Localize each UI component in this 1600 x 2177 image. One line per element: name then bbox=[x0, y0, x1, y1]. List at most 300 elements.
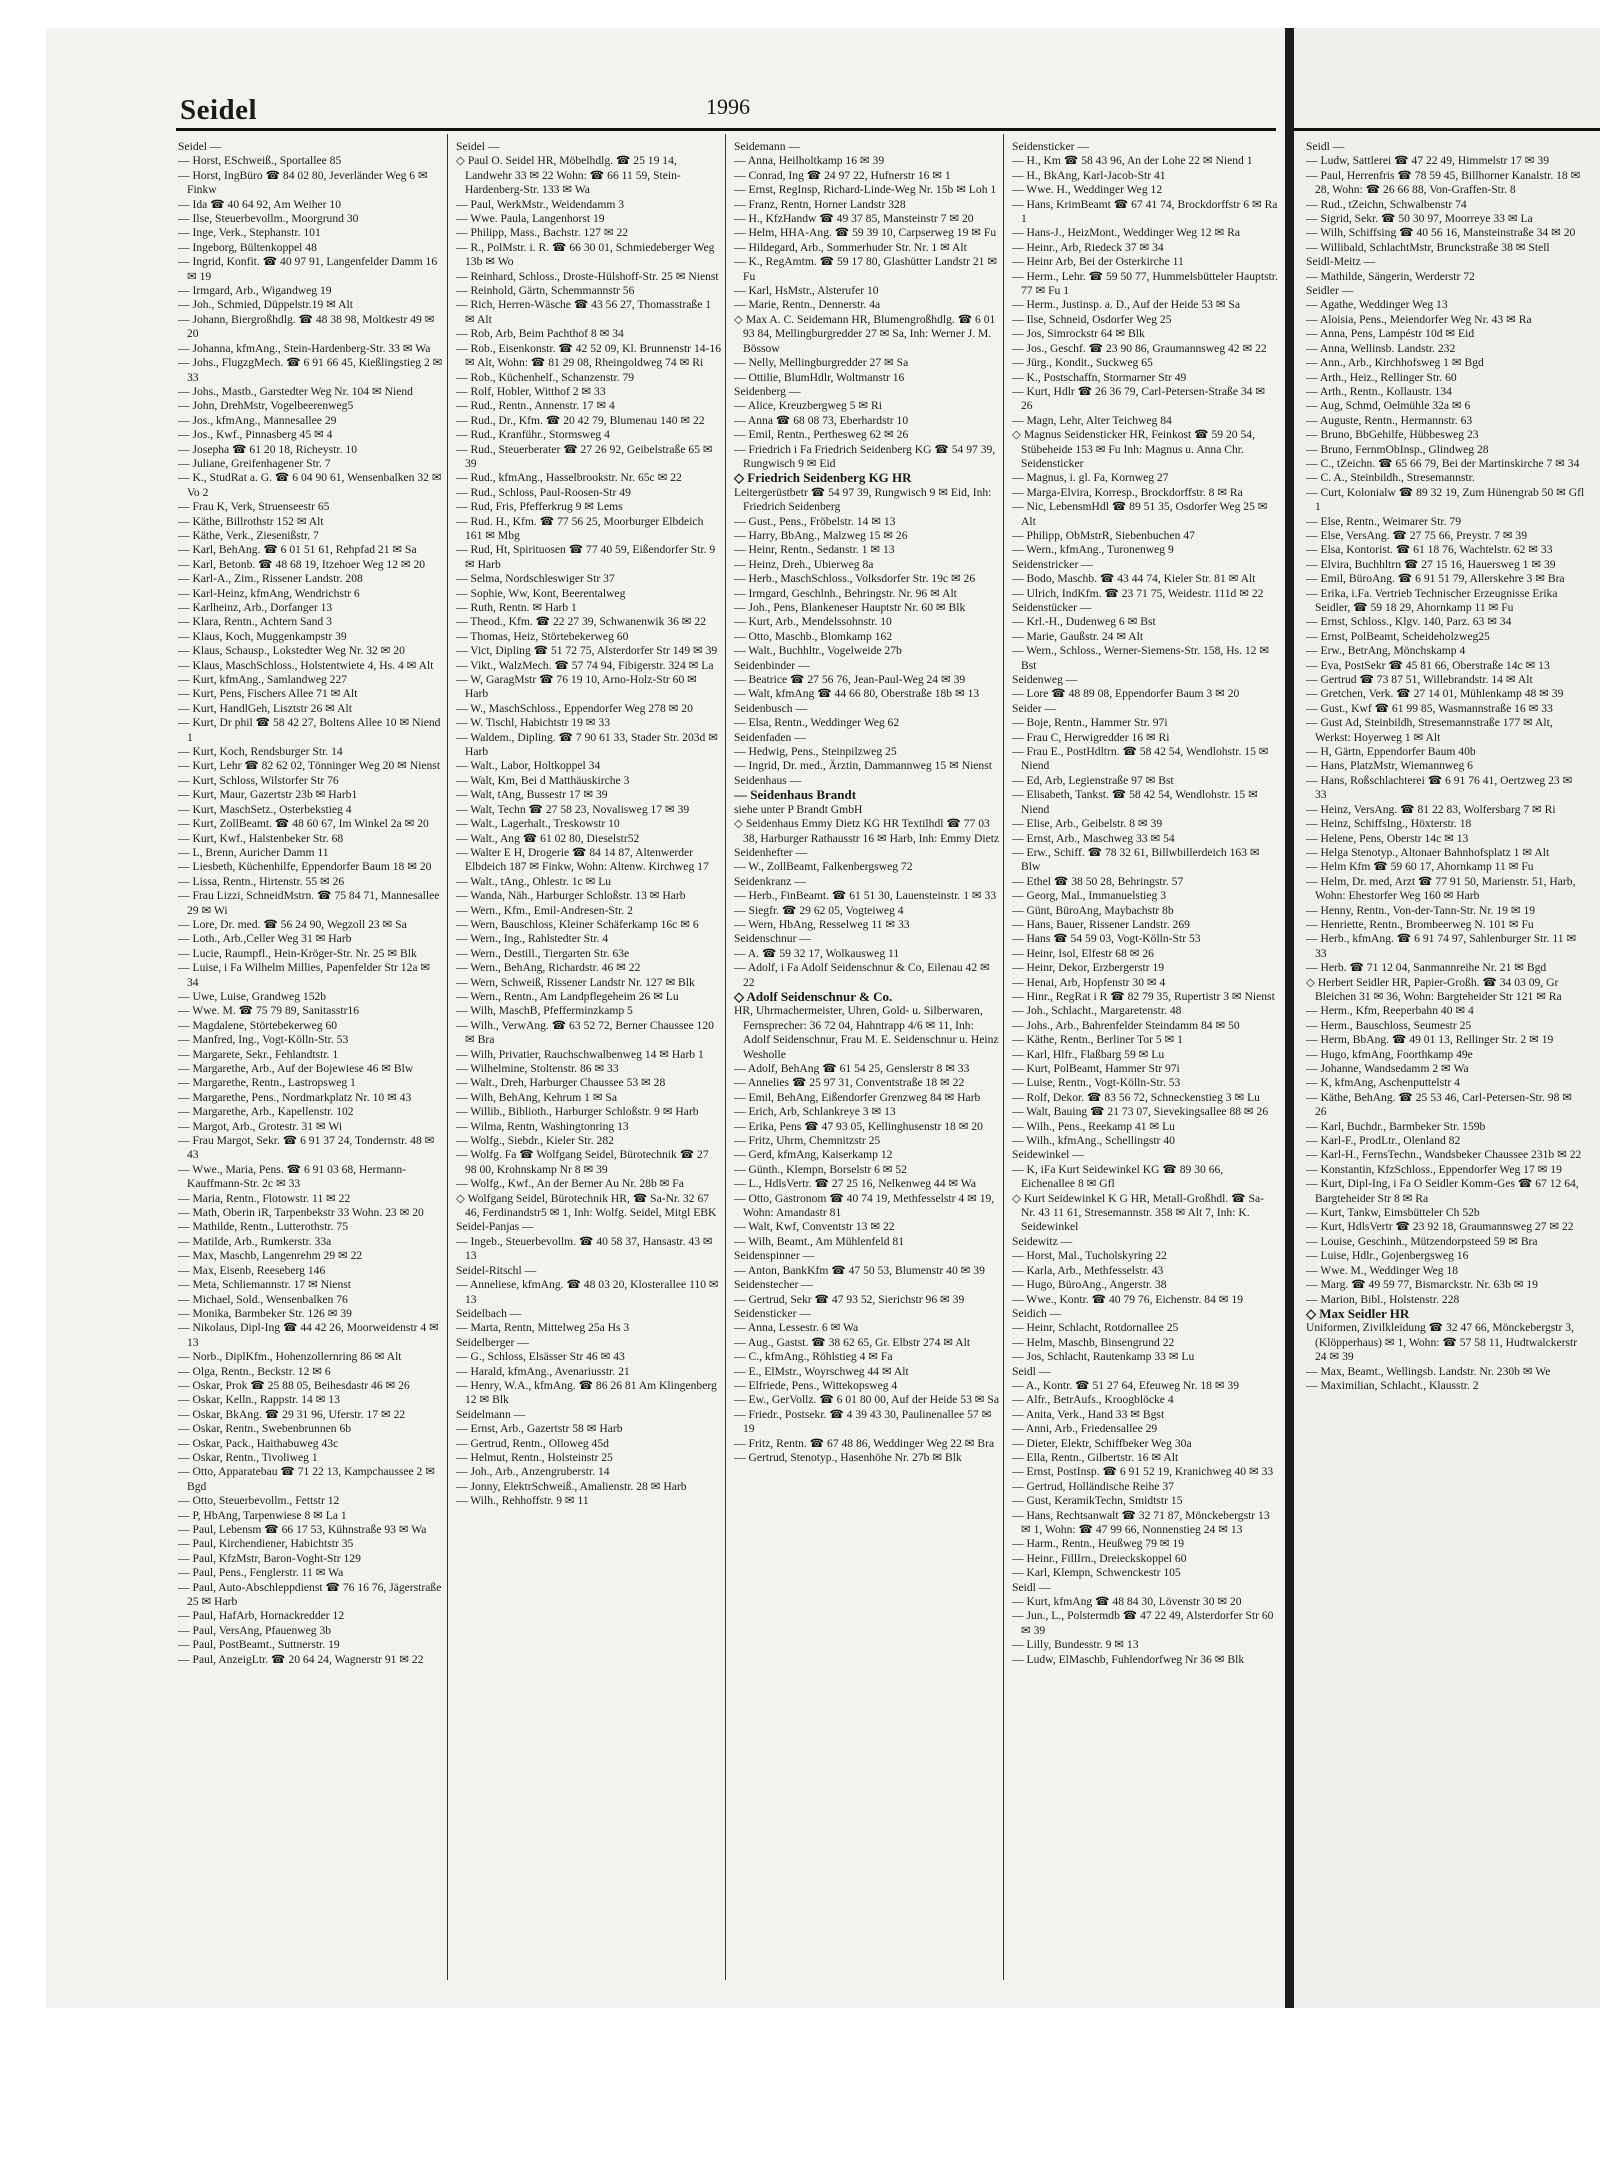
directory-entry: — Karla, Arb., Methfesselstr. 43 bbox=[1012, 1263, 1164, 1277]
directory-entry: — Walt., Lagerhalt., Treskowstr 10 bbox=[456, 817, 620, 831]
directory-entry: — Arth., Heiz., Rellinger Str. 60 bbox=[1306, 370, 1457, 384]
directory-entry: — Anna, Pens, Lampéstr 10d ✉ Eid bbox=[1306, 327, 1475, 341]
directory-entry: — Walt., Labor, Holtkoppel 34 bbox=[456, 759, 601, 773]
directory-entry: — Rolf, Dekor. ☎ 83 56 72, Schneckenstieg 3 ✉ Lu bbox=[1012, 1090, 1260, 1104]
directory-entry: — Kurt, Maur, Gazertstr 23b ✉ Harb1 bbox=[178, 788, 358, 802]
surname-heading: Seidenhaus — bbox=[734, 773, 802, 787]
directory-entry: — Jos, Schlacht, Rautenkamp 33 ✉ Lu bbox=[1012, 1350, 1195, 1364]
directory-entry: — C., tZeichn. ☎ 65 66 79, Bei der Martinskirche 7 ✉ 34 bbox=[1306, 456, 1580, 470]
directory-entry: — Helene, Pens, Oberstr 14c ✉ 13 bbox=[1306, 831, 1469, 845]
directory-entry: — Paul, KfzMstr, Baron-Voght-Str 129 bbox=[178, 1551, 361, 1565]
directory-entry: — Kurt, HandlGeh, Lisztstr 26 ✉ Alt bbox=[178, 701, 352, 715]
directory-entry: — Anna, Heilholtkamp 16 ✉ 39 bbox=[734, 154, 885, 168]
directory-entry: — Math, Oberin iR, Tarpenbekstr 33 Wohn. 23 ✉ 20 bbox=[178, 1206, 424, 1220]
directory-entry: — Klaus, Schausp., Lokstedter Weg Nr. 32 ✉ 20 bbox=[178, 644, 405, 658]
directory-entry: — Frau C, Herwigredder 16 ✉ Ri bbox=[1012, 730, 1170, 744]
directory-entry: — Wern, HbAng, Resselweg 11 ✉ 33 bbox=[734, 917, 910, 931]
directory-entry: — Michael, Sold., Wensenbalken 76 bbox=[178, 1292, 348, 1306]
directory-entry: — Rud., Kranführ., Stormsweg 4 bbox=[456, 428, 610, 442]
directory-entry: ◇ Paul O. Seidel HR, Möbelhdlg. ☎ 25 19 14, Landwehr 33 ✉ 22 Wohn: ☎ 66 11 59, Stein-Hardenberg-Str. 133 ✉ Wa bbox=[456, 154, 681, 197]
directory-entry: — Ilse, Schneid, Osdorfer Weg 25 bbox=[1012, 312, 1172, 326]
directory-entry: — Wern., Kfm., Emil-Andresen-Str. 2 bbox=[456, 903, 633, 917]
directory-entry: — Erw., Schiff. ☎ 78 32 61, Billwbillerdeich 163 ✉ Blw bbox=[1012, 845, 1260, 874]
directory-entry: — Karl, HsMstr., Alsterufer 10 bbox=[734, 284, 879, 298]
directory-entry: — Fritz, Rentn. ☎ 67 48 86, Weddinger Weg 22 ✉ Bra bbox=[734, 1436, 995, 1450]
directory-entry: — Mathilde, Rentn., Lutterothstr. 75 bbox=[178, 1220, 349, 1234]
directory-entry: — Johs., Arb., Bahrenfelder Steindamm 84 ✉ 50 bbox=[1012, 1018, 1240, 1032]
directory-entry: — Herb. ☎ 71 12 04, Sanmannreihe Nr. 21 ✉ Bgd bbox=[1306, 961, 1547, 975]
directory-entry: — Curt, Kolonialw ☎ 89 32 19, Zum Hünengrab 50 ✉ Gfl 1 bbox=[1306, 485, 1585, 514]
directory-entry: — Wilh, Beamt., Am Mühlenfeld 81 bbox=[734, 1234, 904, 1248]
directory-entry: — Wern., Destill., Tiergarten Str. 63e bbox=[456, 946, 630, 960]
directory-entry: — Henai, Arb, Hopfenstr 30 ✉ 4 bbox=[1012, 975, 1166, 989]
directory-entry: — Ruth, Rentn. ✉ Harb 1 bbox=[456, 601, 577, 614]
directory-entry: — Rud., kfmAng., Hasselbrookstr. Nr. 65c ✉ 22 bbox=[456, 471, 682, 485]
directory-entry: — Maria, Rentn., Flotowstr. 11 ✉ 22 bbox=[178, 1191, 351, 1205]
directory-entry: — H., KfzHandw ☎ 49 37 85, Mansteinstr 7 ✉ 20 bbox=[734, 212, 974, 226]
directory-entry: — Wern, Schweiß, Rissener Landstr Nr. 127 ✉ Blk bbox=[456, 975, 695, 989]
directory-entry: — Jos., Geschf. ☎ 23 90 86, Graumannsweg 42 ✉ 22 bbox=[1012, 341, 1267, 355]
directory-entry: — Wilma, Rentn, Washingtonring 13 bbox=[456, 1119, 629, 1133]
directory-entry: — Vikt., WalzMech. ☎ 57 74 94, Fibigerstr. 324 ✉ La bbox=[456, 658, 714, 672]
surname-heading: Seidenberg — bbox=[734, 384, 801, 398]
surname-heading: Seidenfaden — bbox=[734, 730, 806, 744]
surname-heading: Seidensticker — bbox=[1012, 140, 1089, 153]
directory-entry: — Karl, Buchdr., Barmbeker Str. 159b bbox=[1306, 1119, 1486, 1133]
directory-entry: — Ludw, ElMaschb, Fuhlendorfweg Nr 36 ✉ Blk bbox=[1012, 1652, 1245, 1666]
directory-entry: — Ida ☎ 40 64 92, Am Weiher 10 bbox=[178, 197, 342, 211]
directory-entry: — Magnus, i. gl. Fa, Kornweg 27 bbox=[1012, 471, 1169, 485]
directory-entry: — Rud., Rentn., Annenstr. 17 ✉ 4 bbox=[456, 399, 615, 413]
directory-entry: — Kurt, Pens, Fischers Allee 71 ✉ Alt bbox=[178, 687, 358, 701]
directory-entry: — Bruno, FernmObInsp., Glindweg 28 bbox=[1306, 442, 1489, 456]
surname-heading: Seidl — bbox=[1012, 1580, 1051, 1594]
directory-entry: — Olga, Rentn., Beckstr. 12 ✉ 6 bbox=[178, 1364, 331, 1378]
directory-column-3 bbox=[734, 140, 1000, 1465]
directory-entry: — Meta, Schliemannstr. 17 ✉ Nienst bbox=[178, 1278, 351, 1292]
directory-entry: — Ernst, Arb., Maschweg 33 ✉ 54 bbox=[1012, 831, 1175, 845]
directory-entry: — H., BkAng, Karl-Jacob-Str 41 bbox=[1012, 168, 1166, 182]
directory-entry: — Sophie, Ww, Kont, Beerentalweg bbox=[456, 586, 626, 600]
directory-entry: — Friedr., Postsekr. ☎ 4 39 43 30, Paulinenallee 57 ✉ 19 bbox=[734, 1407, 992, 1436]
directory-entry: — Walt, tAng, Bussestr 17 ✉ 39 bbox=[456, 788, 608, 802]
surname-heading: Seidewitz — bbox=[1012, 1234, 1073, 1248]
directory-entry: — Mathilde, Sängerin, Werderstr 72 bbox=[1306, 269, 1475, 283]
directory-entry: — W, GaragMstr ☎ 76 19 10, Arno-Holz-Str 60 ✉ Harb bbox=[456, 673, 697, 701]
surname-heading: Seidenbinder — bbox=[734, 658, 810, 672]
directory-entry: — Gust, KeramikTechn, Smidtstr 15 bbox=[1012, 1494, 1183, 1508]
directory-entry: — Harald, kfmAng., Avenariusstr. 21 bbox=[456, 1364, 630, 1378]
directory-entry: — Heinr., FillIrn., Dreieckskoppel 60 bbox=[1012, 1551, 1187, 1565]
directory-entry: — Ulrich, IndKfm. ☎ 23 71 75, Weidestr. 111d ✉ 22 bbox=[1012, 586, 1264, 600]
directory-entry: — W., MaschSchloss., Eppendorfer Weg 278 ✉ 20 bbox=[456, 701, 693, 715]
directory-entry: — Ottilie, BlumHdlr, Woltmanstr 16 bbox=[734, 370, 905, 384]
directory-entry: — Aug, Schmd, Oelmühle 32a ✉ 6 bbox=[1306, 399, 1471, 413]
directory-entry: — Rud., Steuerberater ☎ 27 26 92, Geibelstraße 65 ✉ 39 bbox=[456, 442, 713, 470]
directory-entry: — Wilh, BehAng, Kehrum 1 ✉ Sa bbox=[456, 1090, 618, 1104]
directory-entry: — Elisabeth, Tankst. ☎ 58 42 54, Wendlohstr. 15 ✉ Niend bbox=[1012, 788, 1258, 816]
directory-entry: — Henry, W.A., kfmAng. ☎ 86 26 81 Am Klingenberg 12 ✉ Blk bbox=[456, 1378, 717, 1407]
directory-entry: ◇ Seidenhaus Emmy Dietz KG HR Textilhdl ☎ 77 03 38, Harburger Rathausstr 16 ✉ Harb, Inh: Emmy Dietz bbox=[734, 817, 1000, 845]
directory-entry: — Hans-J., HeizMont., Weddinger Weg 12 ✉ Ra bbox=[1012, 226, 1240, 240]
directory-entry: — Otto, Apparatebau ☎ 71 22 13, Kampchaussee 2 ✉ Bgd bbox=[178, 1465, 435, 1493]
directory-entry: — Liesbeth, Küchenhilfe, Eppendorfer Baum 18 ✉ 20 bbox=[178, 860, 432, 874]
directory-entry: — Louise, Geschinh., Mützendorpsteed 59 ✉ Bra bbox=[1306, 1234, 1538, 1248]
directory-entry: — Käthe, Rentn., Berliner Tor 5 ✉ 1 bbox=[1012, 1033, 1183, 1047]
directory-entry: — Margot, Arb., Grotestr. 31 ✉ Wi bbox=[178, 1119, 343, 1133]
directory-entry: — Helm, Dr. med, Arzt ☎ 77 91 50, Marienstr. 51, Harb, Wohn: Ehestorfer Weg 160 ✉ Harb bbox=[1306, 874, 1576, 903]
directory-entry: — Walt, Km, Bei d Matthäuskirche 3 bbox=[456, 773, 630, 787]
directory-entry: — G., Schloss, Elsässer Str 46 ✉ 43 bbox=[456, 1350, 625, 1364]
directory-entry: — Anna ☎ 68 08 73, Eberhardstr 10 bbox=[734, 413, 909, 427]
directory-entry: — Paul, Lebensm ☎ 66 17 53, Kühnstraße 93 ✉ Wa bbox=[178, 1523, 427, 1536]
directory-entry: — Aloisia, Pens., Meiendorfer Weg Nr. 43 ✉ Ra bbox=[1306, 312, 1532, 326]
surname-heading: Seidenbusch — bbox=[734, 701, 808, 715]
directory-entry: — Jonny, ElektrSchweiß., Amalienstr. 28 ✉ Harb bbox=[456, 1479, 687, 1493]
page-number: 1996 bbox=[706, 94, 750, 119]
directory-entry: — Kurt, MaschSetz., Osterbekstieg 4 bbox=[178, 802, 352, 816]
directory-entry: — Gretchen, Verk. ☎ 27 14 01, Mühlenkamp 48 ✉ 39 bbox=[1306, 687, 1564, 701]
right-page bbox=[1294, 28, 1600, 2008]
surname-heading: Seidich — bbox=[1012, 1306, 1062, 1320]
surname-heading: Seidelbach — bbox=[456, 1306, 522, 1320]
directory-entry: — Johs., FlugzgMech. ☎ 6 91 66 45, Kießlingstieg 2 ✉ 33 bbox=[178, 356, 443, 384]
directory-entry: — A., Kontr. ☎ 51 27 64, Efeuweg Nr. 18 ✉ 39 bbox=[1012, 1378, 1240, 1392]
directory-entry: — Kurt, Kwf., Halstenbeker Str. 68 bbox=[178, 831, 344, 845]
directory-entry: — Helm, Maschb, Binsengrund 22 bbox=[1012, 1335, 1175, 1349]
directory-entry: — Elvira, Buchhltrn ☎ 27 15 16, Hauersweg 1 ✉ 39 bbox=[1306, 557, 1556, 571]
page-header-name: Seidel bbox=[180, 94, 258, 126]
directory-entry: — Wern, Bauschloss, Kleiner Schäferkamp 16c ✉ 6 bbox=[456, 917, 699, 931]
surname-heading: Seidenweg — bbox=[1012, 673, 1078, 687]
directory-entry: — Gust., Pens., Fröbelstr. 14 ✉ 13 bbox=[734, 514, 896, 528]
directory-entry: — Heinz, SchiffsIng., Höxterstr. 18 bbox=[1306, 817, 1472, 831]
directory-entry: — Hugo, BüroAng., Angerstr. 38 bbox=[1012, 1278, 1167, 1292]
directory-entry: — Hedwig, Pens., Steinpilzweg 25 bbox=[734, 745, 897, 759]
directory-entry: — Kurt, kfmAng., Samlandweg 227 bbox=[178, 673, 348, 687]
directory-entry: — Kurt, Tankw, Eimsbütteler Ch 52b bbox=[1306, 1206, 1480, 1220]
directory-entry: — Arth., Rentn., Kollaustr. 134 bbox=[1306, 384, 1452, 398]
directory-entry: — L, Brenn, Auricher Damm 11 bbox=[178, 845, 329, 859]
directory-entry: — Jos., kfmAng., Mannesallee 29 bbox=[178, 413, 337, 427]
directory-entry: — Frau E., PostHdltrn. ☎ 58 42 54, Wendlohstr. 15 ✉ Niend bbox=[1012, 745, 1269, 773]
directory-entry: — Wilh, Privatier, Rauchschwalbenweg 14 ✉ Harb 1 bbox=[456, 1047, 704, 1061]
directory-entry: — Gertrud, Stenotyp., Hasenhöhe Nr. 27b ✉ Blk bbox=[734, 1450, 962, 1464]
directory-entry: — Oskar, Rentn., Swebenbrunnen 6b bbox=[178, 1422, 352, 1436]
directory-entry: — H, Gärtn, Eppendorfer Baum 40b bbox=[1306, 745, 1476, 759]
directory-entry: — Philipp, ObMstrR, Siebenbuchen 47 bbox=[1012, 528, 1195, 542]
directory-entry: — Nic, LebensmHdl ☎ 89 51 35, Osdorfer Weg 25 ✉ Alt bbox=[1012, 500, 1268, 528]
directory-entry: — Paul, Auto-Abschleppdienst ☎ 76 16 76, Jägerstraße 25 ✉ Harb bbox=[178, 1580, 442, 1609]
directory-entry: — Ernst, PostInsp. ☎ 6 91 52 19, Kranichweg 40 ✉ 33 bbox=[1012, 1465, 1274, 1479]
directory-entry: — Boje, Rentn., Hammer Str. 97i bbox=[1012, 716, 1168, 730]
directory-entry: — Oskar, Prok ☎ 25 88 05, Beihesdastr 46 ✉ 26 bbox=[178, 1378, 410, 1392]
directory-entry: — Klara, Rentn., Achtern Sand 3 bbox=[178, 615, 332, 629]
directory-entry: — Otto, Maschb., Blomkamp 162 bbox=[734, 629, 893, 643]
directory-entry: — Wolfg., Kwf., An der Berner Au Nr. 28b ✉ Fa bbox=[456, 1177, 684, 1191]
directory-entry: — Adolf, i Fa Adolf Seidenschnur & Co, Eilenau 42 ✉ 22 bbox=[734, 961, 990, 989]
directory-entry: — Magdalene, Störtebekerweg 60 bbox=[178, 1018, 338, 1032]
directory-entry: — Max, Beamt., Wellingsb. Landstr. Nr. 230b ✉ We bbox=[1306, 1364, 1551, 1378]
directory-entry: — Ludw, Sattlerei ☎ 47 22 49, Himmelstr 17 ✉ 39 bbox=[1306, 154, 1550, 168]
directory-entry: — Reinhold, Gärtn, Schemmannstr 56 bbox=[456, 284, 635, 298]
surname-heading: Seidenspinner — bbox=[734, 1249, 815, 1263]
directory-entry: — Käthe, Billrothstr 152 ✉ Alt bbox=[178, 514, 324, 528]
directory-entry: — Georg, Mal., Immanuelstieg 3 bbox=[1012, 889, 1167, 903]
directory-entry: — Eva, PostSekr ☎ 45 81 66, Oberstraße 14c ✉ 13 bbox=[1306, 658, 1550, 672]
directory-entry: — Ilse, Steuerbevollm., Moorgrund 30 bbox=[178, 212, 359, 226]
directory-entry: — Karl-A., Zim., Rissener Landstr. 208 bbox=[178, 572, 363, 586]
directory-entry: — Heinr., Arb, Riedeck 37 ✉ 34 bbox=[1012, 240, 1164, 254]
directory-entry: — Otto, Gastronom ☎ 40 74 19, Methfesselstr 4 ✉ 19, Wohn: Amandastr 81 bbox=[734, 1191, 995, 1220]
directory-entry: — Ew., GerVollz. ☎ 6 01 80 00, Auf der Heide 53 ✉ Sa bbox=[734, 1393, 1000, 1407]
directory-entry: — Marie, Gaußstr. 24 ✉ Alt bbox=[1012, 629, 1144, 643]
directory-entry: — Wilhelmine, Stoltenstr. 86 ✉ 33 bbox=[456, 1062, 619, 1075]
directory-entry: — Friedrich i Fa Friedrich Seidenberg KG ☎ 54 97 39, Rungwisch 9 ✉ Eid bbox=[734, 442, 996, 470]
directory-entry: — Ann., Arb., Kirchhofsweg 1 ✉ Bgd bbox=[1306, 356, 1484, 370]
directory-entry: — Kurt, Schloss, Wilstorfer Str 76 bbox=[178, 773, 339, 787]
directory-entry: — Wilh., Rehhoffstr. 9 ✉ 11 bbox=[456, 1494, 589, 1508]
directory-entry: — Irmgard, Geschlnh., Behringstr. Nr. 96 ✉ Alt bbox=[734, 586, 957, 600]
directory-entry: — Margarethe, Arb., Auf der Bojewiese 46 ✉ Blw bbox=[178, 1062, 414, 1075]
directory-entry: — Sigrid, Sekr. ☎ 50 30 97, Moorreye 33 ✉ La bbox=[1306, 212, 1533, 226]
directory-entry: — Dieter, Elektr, Schiffbeker Weg 30a bbox=[1012, 1436, 1192, 1450]
directory-entry: — Karlheinz, Arb., Dorfanger 13 bbox=[178, 601, 333, 614]
directory-entry: — Heinr, Schlacht, Rotdornallee 25 bbox=[1012, 1321, 1179, 1335]
directory-entry: — Kurt, Dr phil ☎ 58 42 27, Boltens Allee 10 ✉ Niend 1 bbox=[178, 716, 441, 744]
directory-entry: — Rud., Schloss, Paul-Roosen-Str 49 bbox=[456, 485, 631, 499]
directory-entry: — Bodo, Maschb. ☎ 43 44 74, Kieler Str. 81 ✉ Alt bbox=[1012, 572, 1256, 586]
directory-entry: — Joh., Pens, Blankeneser Hauptstr Nr. 60 ✉ Blk bbox=[734, 601, 966, 614]
directory-entry: — Anna, Lessestr. 6 ✉ Wa bbox=[734, 1321, 859, 1335]
directory-entry: — Helmut, Rentn., Holsteinstr 25 bbox=[456, 1450, 613, 1464]
surname-heading: Seidensticker — bbox=[734, 1306, 811, 1320]
directory-column-4 bbox=[1012, 140, 1278, 1667]
directory-entry: — Kurt, Hdlr ☎ 26 36 79, Carl-Petersen-Straße 34 ✉ 26 bbox=[1012, 384, 1266, 413]
directory-entry: — Agathe, Weddinger Weg 13 bbox=[1306, 298, 1448, 312]
directory-entry: — Johanne, Wandsedamm 2 ✉ Wa bbox=[1306, 1062, 1469, 1075]
directory-entry: — Heinr, Dekor, Erzbergerstr 19 bbox=[1012, 961, 1165, 975]
directory-entry: — Wilh, Schiffsing ☎ 40 56 16, Mansteinstraße 34 ✉ 20 bbox=[1306, 226, 1576, 240]
directory-entry: — Hans, Rechtsanwalt ☎ 32 71 87, Mönckebergstr 13 ✉ 1, Wohn: ☎ 47 99 66, Nonnenstieg 24 ✉ 13 bbox=[1012, 1508, 1270, 1536]
directory-entry: — K., Postschaffn, Stormarner Str 49 bbox=[1012, 370, 1187, 384]
surname-heading: Seidewinkel — bbox=[1012, 1148, 1084, 1162]
directory-entry: — C. A., Steinbildh., Stresemannstr. bbox=[1306, 471, 1475, 485]
directory-entry: — Ernst, PolBeamt, Scheideholzweg25 bbox=[1306, 629, 1490, 643]
directory-entry: — E., ElMstr., Woyrschweg 44 ✉ Alt bbox=[734, 1364, 909, 1378]
directory-entry: — Anton, BankKfm ☎ 47 50 53, Blumenstr 40 ✉ 39 bbox=[734, 1263, 985, 1277]
directory-entry: — Gerd, kfmAng, Kaiserkamp 12 bbox=[734, 1148, 893, 1162]
directory-entry: — Rud, Fris, Pfefferkrug 9 ✉ Lems bbox=[456, 500, 623, 514]
directory-entry: — John, DrehMstr, Vogelbeerenweg5 bbox=[178, 399, 354, 413]
directory-entry: — Herb., kfmAng. ☎ 6 91 74 97, Sahlenburger Str. 11 ✉ 33 bbox=[1306, 932, 1577, 960]
header-rule bbox=[1294, 128, 1600, 131]
directory-entry: — Ingrid, Konfit. ☎ 40 97 91, Langenfelder Damm 16 ✉ 19 bbox=[178, 255, 438, 283]
directory-entry: — Willibald, SchlachtMstr, Brunckstraße 38 ✉ Stell bbox=[1306, 240, 1550, 254]
directory-entry: — Heinz, Dreh., Ubierweg 8a bbox=[734, 557, 874, 571]
directory-entry: — Max, Eisenb, Reeseberg 146 bbox=[178, 1263, 326, 1277]
directory-entry: — Wolfg., Siebdr., Kieler Str. 282 bbox=[456, 1134, 614, 1148]
directory-entry: — Lucie, Raumpfl., Hein-Kröger-Str. Nr. 25 ✉ Blk bbox=[178, 946, 417, 960]
directory-entry: — Wwe., Kontr. ☎ 40 79 76, Eichenstr. 84 ✉ 19 bbox=[1012, 1292, 1243, 1306]
surname-heading: Seidelmann — bbox=[456, 1407, 526, 1421]
directory-entry: ◇ Wolfgang Seidel, Bürotechnik HR, ☎ Sa-Nr. 32 67 46, Ferdinandstr5 ✉ 1, Inh: Wolfg. Seidel, Mitgl EBK bbox=[456, 1191, 717, 1220]
directory-entry: — Else, VersAng. ☎ 27 75 66, Preystr. 7 ✉ 39 bbox=[1306, 528, 1528, 542]
directory-entry: — Luise, i Fa Wilhelm Millies, Papenfelder Str 12a ✉ 34 bbox=[178, 961, 431, 989]
directory-entry: — P, HbAng, Tarpenwiese 8 ✉ La 1 bbox=[178, 1508, 347, 1522]
directory-entry: — Johs., Mastb., Garstedter Weg Nr. 104 ✉ Niend bbox=[178, 384, 413, 398]
directory-entry: — Elise, Arb., Geibelstr. 8 ✉ 39 bbox=[1012, 817, 1163, 831]
directory-entry: — Waldem., Dipling. ☎ 7 90 61 33, Stader Str. 203d ✉ Harb bbox=[456, 730, 718, 759]
directory-entry: — Auguste, Rentn., Hermannstr. 63 bbox=[1306, 413, 1473, 427]
surname-heading: Seidl — bbox=[1306, 140, 1345, 153]
directory-entry: — Joh., Arb., Anzengruberstr. 14 bbox=[456, 1465, 610, 1479]
directory-entry: — Matilde, Arb., Rumkerstr. 33a bbox=[178, 1234, 332, 1248]
directory-entry: — Krl.-H., Dudenweg 6 ✉ Bst bbox=[1012, 615, 1156, 629]
directory-entry: — Jos, Simrockstr 64 ✉ Blk bbox=[1012, 327, 1145, 341]
directory-entry: — Rob., Eisenkonstr. ☎ 42 52 09, Kl. Brunnenstr 14-16 ✉ Alt, Wohn: ☎ 81 29 08, Rheingoldweg 74 ✉ Ri bbox=[456, 341, 721, 370]
directory-entry: — Paul, Kirchendiener, Habichtstr 35 bbox=[178, 1537, 354, 1551]
directory-entry: — Beatrice ☎ 27 56 76, Jean-Paul-Weg 24 ✉ 39 bbox=[734, 673, 966, 687]
directory-entry: — Günt, BüroAng, Maybachstr 8b bbox=[1012, 903, 1174, 917]
directory-entry: — Alice, Kreuzbergweg 5 ✉ Ri bbox=[734, 399, 882, 413]
directory-entry: — Walt., Buchhltr., Vogelweide 27b bbox=[734, 644, 902, 658]
directory-entry: — Paul, AnzeigLtr. ☎ 20 64 24, Wagnerstr 91 ✉ 22 bbox=[178, 1652, 424, 1666]
directory-entry: — Gust., Kwf ☎ 61 99 85, Wasmannstraße 16 ✉ 33 bbox=[1306, 701, 1553, 715]
directory-entry: — Helm, HHA-Ang. ☎ 59 39 10, Carpserweg 19 ✉ Fu bbox=[734, 226, 997, 240]
directory-entry: — Wanda, Näh., Harburger Schloßstr. 13 ✉ Harb bbox=[456, 889, 686, 903]
directory-entry: — Hildegard, Arb., Sommerhuder Str. Nr. 1 ✉ Alt bbox=[734, 240, 967, 254]
directory-entry: — Paul, Pens., Fenglerstr. 11 ✉ Wa bbox=[178, 1566, 344, 1580]
directory-entry: — Johanna, kfmAng., Stein-Hardenberg-Str. 33 ✉ Wa bbox=[178, 341, 431, 355]
directory-entry: — K., RegAmtm. ☎ 59 17 80, Glashütter Landstr 21 ✉ Fu bbox=[734, 255, 998, 283]
directory-entry: — Käthe, Verk., Ziesenißstr. 7 bbox=[178, 528, 319, 542]
surname-heading: Seidelberger — bbox=[456, 1335, 529, 1349]
directory-entry: — Margarethe, Arb., Kapellenstr. 102 bbox=[178, 1105, 354, 1119]
surname-heading: Seidenhefter — bbox=[734, 845, 808, 859]
directory-entry: — Karl-F., ProdLtr., Olenland 82 bbox=[1306, 1134, 1461, 1148]
directory-entry: — Walt, kfmAng ☎ 44 66 80, Oberstraße 18b ✉ 13 bbox=[734, 687, 980, 701]
directory-entry: — Josepha ☎ 61 20 18, Richeystr. 10 bbox=[178, 442, 357, 456]
directory-entry: — Wern., BehAng, Richardstr. 46 ✉ 22 bbox=[456, 961, 641, 975]
directory-entry: — Thomas, Heiz, Störtebekerweg 60 bbox=[456, 629, 629, 643]
directory-entry: — Karl, Hlfr., Flaßbarg 59 ✉ Lu bbox=[1012, 1047, 1165, 1061]
directory-entry: — H., Km ☎ 58 43 96, An der Lohe 22 ✉ Niend 1 bbox=[1012, 154, 1253, 168]
directory-entry: — Loth., Arb.,Celler Weg 31 ✉ Harb bbox=[178, 932, 352, 946]
directory-entry: — Wern., Rentn., Am Landpflegeheim 26 ✉ Lu bbox=[456, 989, 679, 1003]
directory-entry: HR, Uhrmachermeister, Uhren, Gold- u. Silberwaren, Fernsprecher: 36 72 04, Hahntrapp 4/6 ✉ 11, Inh: Adolf Seidenschnur, Frau M. E. Seidenschnur u. Heinz Wesholle bbox=[734, 1004, 999, 1061]
directory-entry: — Conrad, Ing ☎ 24 97 22, Hufnerstr 16 ✉ 1 bbox=[734, 168, 951, 182]
directory-entry: — Seidenhaus Brandt bbox=[734, 787, 857, 803]
directory-entry: — Paul, PostBeamt., Suttnerstr. 19 bbox=[178, 1638, 340, 1652]
directory-entry: — Anna, Wellinsb. Landstr. 232 bbox=[1306, 341, 1456, 355]
directory-entry: — Walt., Dreh, Harburger Chaussee 53 ✉ 28 bbox=[456, 1076, 666, 1090]
directory-entry: — Rud., Dr., Kfm. ☎ 20 42 79, Blumenau 140 ✉ 22 bbox=[456, 413, 705, 427]
directory-entry: — Inge, Verk., Stephanstr. 101 bbox=[178, 226, 321, 240]
directory-entry: — R., PolMstr. i. R. ☎ 66 30 01, Schmiedeberger Weg 13b ✉ Wo bbox=[456, 240, 715, 269]
directory-entry: — Elfriede, Pens., Wittekopsweg 4 bbox=[734, 1378, 898, 1392]
surname-heading: Seidenstecher — bbox=[734, 1278, 813, 1292]
directory-entry: — Käthe, BehAng. ☎ 25 53 46, Carl-Petersen-Str. 98 ✉ 26 bbox=[1306, 1090, 1572, 1119]
directory-entry: — Walt, Kwf, Conventstr 13 ✉ 22 bbox=[734, 1220, 895, 1234]
directory-entry: — Walt, Bauing ☎ 21 73 07, Sievekingsallee 88 ✉ 26 bbox=[1012, 1105, 1269, 1119]
directory-entry: — Hans, Bauer, Rissener Landstr. 269 bbox=[1012, 917, 1190, 931]
directory-entry: — Ingeb., Steuerbevollm. ☎ 40 58 37, Hansastr. 43 ✉ 13 bbox=[456, 1234, 713, 1263]
directory-entry: — Helm Kfm ☎ 59 60 17, Ahornkamp 11 ✉ Fu bbox=[1306, 860, 1534, 874]
directory-entry: — Gertrud ☎ 73 87 51, Willebrandstr. 14 ✉ Alt bbox=[1306, 673, 1533, 687]
directory-entry: — Paul, VersAng, Pfauenweg 3b bbox=[178, 1623, 332, 1637]
surname-heading: Seidler — bbox=[1306, 284, 1354, 298]
directory-entry: — Wern., kfmAng., Turonenweg 9 bbox=[1012, 543, 1174, 557]
directory-entry: — Frau K, Verk, Struenseestr 65 bbox=[178, 500, 330, 514]
directory-entry: — Hinr., RegRat i R ☎ 82 79 35, Rupertistr 3 ✉ Nienst bbox=[1012, 989, 1275, 1003]
directory-column-1 bbox=[178, 140, 444, 1667]
directory-entry: — Manfred, Ing., Vogt-Kölln-Str. 53 bbox=[178, 1033, 349, 1047]
directory-entry: — Alfr., BetrAufs., Kroogblöcke 4 bbox=[1012, 1393, 1174, 1407]
directory-entry: — Ingrid, Dr. med., Ärztin, Dammannweg 15 ✉ Nienst bbox=[734, 759, 992, 773]
directory-entry: — Siegfr. ☎ 29 62 05, Vogteiweg 4 bbox=[734, 903, 904, 917]
directory-entry: — Kurt, Dipl-Ing, i Fa O Seidler Komm-Ges ☎ 67 12 64, Bargteheider Str 8 ✉ Ra bbox=[1306, 1177, 1579, 1205]
directory-entry: — Ella, Rentn., Gilbertstr. 16 ✉ Alt bbox=[1012, 1450, 1179, 1464]
directory-entry: — Ethel ☎ 38 50 28, Behringstr. 57 bbox=[1012, 874, 1184, 888]
directory-entry: — Ernst, Schloss., Klgv. 140, Parz. 63 ✉ 34 bbox=[1306, 615, 1512, 629]
column-divider bbox=[447, 134, 448, 1980]
directory-entry: — Wern., Ing., Rahlstedter Str. 4 bbox=[456, 932, 609, 946]
surname-heading: Seidel — bbox=[178, 140, 222, 153]
directory-entry: — Franz, Rentn, Horner Landstr 328 bbox=[734, 197, 906, 211]
surname-heading: Seidenstricker — bbox=[1012, 557, 1093, 571]
surname-heading: Seidenkranz — bbox=[734, 874, 806, 888]
directory-entry: — Kurt, Koch, Rendsburger Str. 14 bbox=[178, 745, 343, 759]
directory-entry: — Oskar, Kelln., Rappstr. 14 ✉ 13 bbox=[178, 1393, 340, 1407]
directory-entry: — Marion, Bibl., Holstenstr. 228 bbox=[1306, 1292, 1460, 1306]
directory-entry: — Max, Maschb, Langenrehm 29 ✉ 22 bbox=[178, 1249, 363, 1263]
directory-entry: — Wolfg. Fa ☎ Wolfgang Seidel, Bürotechnik ☎ 27 98 00, Krohnskamp Nr 8 ✉ 39 bbox=[456, 1148, 709, 1176]
directory-entry: — Marta, Rentn, Mittelweg 25a Hs 3 bbox=[456, 1321, 630, 1335]
directory-entry: ◇ Friedrich Seidenberg KG HR bbox=[734, 470, 912, 486]
directory-entry: — Wern., Schloss., Werner-Siemens-Str. 158, Hs. 12 ✉ Bst bbox=[1012, 644, 1270, 672]
directory-entry: — Oskar, BkAng. ☎ 29 31 96, Uferstr. 17 ✉ 22 bbox=[178, 1407, 406, 1421]
directory-entry: — Rich, Herren-Wäsche ☎ 43 56 27, Thomasstraße 1 ✉ Alt bbox=[456, 298, 712, 326]
directory-entry: ◇ Magnus Seidensticker HR, Feinkost ☎ 59 20 54, Stübeheide 153 ✉ Fu Inh: Magnus u. Anna Chr. Seidensticker bbox=[1012, 428, 1255, 470]
directory-entry: ◇ Max Seidler HR bbox=[1306, 1305, 1410, 1321]
directory-entry: — Wilh., kfmAng., Schellingstr 40 bbox=[1012, 1134, 1175, 1148]
directory-entry: — Gertrud, Rentn., Olloweg 45d bbox=[456, 1436, 609, 1450]
directory-entry: — Karl-Heinz, kfmAng, Wendrichstr 6 bbox=[178, 586, 360, 600]
directory-entry: — L., HdlsVertr. ☎ 27 25 16, Nelkenweg 44 ✉ Wa bbox=[734, 1177, 976, 1191]
directory-entry: — Anita, Verk., Hand 33 ✉ Bgst bbox=[1012, 1407, 1165, 1421]
directory-entry: — Erika, Pens ☎ 47 93 05, Kellinghusenstr 18 ✉ 20 bbox=[734, 1119, 983, 1133]
directory-entry: — Lilly, Bundesstr. 9 ✉ 13 bbox=[1012, 1638, 1139, 1652]
directory-entry: — Selma, Nordschleswiger Str 37 bbox=[456, 572, 615, 586]
directory-entry: — Wilh., VerwAng. ☎ 63 52 72, Berner Chaussee 120 ✉ Bra bbox=[456, 1018, 714, 1047]
directory-entry: — Aug., Gastst. ☎ 38 62 65, Gr. Elbstr 274 ✉ Alt bbox=[734, 1335, 971, 1349]
directory-entry: — Rud, Ht, Spirituosen ☎ 77 40 59, Eißendorfer Str. 9 ✉ Harb bbox=[456, 543, 716, 571]
directory-entry: — Kurt, PolBeamt, Hammer Str 97i bbox=[1012, 1062, 1180, 1075]
directory-entry: — Karl, Betonb. ☎ 48 68 19, Itzehoer Weg 12 ✉ 20 bbox=[178, 557, 426, 571]
surname-heading: Seidel-Panjas — bbox=[456, 1220, 534, 1234]
directory-entry: — Lore, Dr. med. ☎ 56 24 90, Wegzoll 23 ✉ Sa bbox=[178, 917, 407, 931]
directory-entry: — Rob, Arb, Beim Pachthof 8 ✉ 34 bbox=[456, 327, 624, 341]
directory-entry: — Gertrud, Holländische Reihe 37 bbox=[1012, 1479, 1174, 1493]
directory-entry: — Horst, IngBüro ☎ 84 02 80, Jeverländer Weg 6 ✉ Finkw bbox=[178, 168, 428, 197]
directory-entry: — Frau Margot, Sekr. ☎ 6 91 37 24, Tondernstr. 48 ✉ 43 bbox=[178, 1134, 435, 1162]
directory-entry: — Else, Rentn., Weimarer Str. 79 bbox=[1306, 514, 1462, 528]
directory-entry: — Hans, KrimBeamt ☎ 67 41 74, Brockdorffstr 6 ✉ Ra 1 bbox=[1012, 197, 1278, 226]
directory-column-2 bbox=[456, 140, 722, 1509]
directory-entry: — Herb., MaschSchloss., Volksdorfer Str. 19c ✉ 26 bbox=[734, 572, 976, 586]
directory-entry: — Horst, ESchweiß., Sportallee 85 bbox=[178, 154, 342, 168]
